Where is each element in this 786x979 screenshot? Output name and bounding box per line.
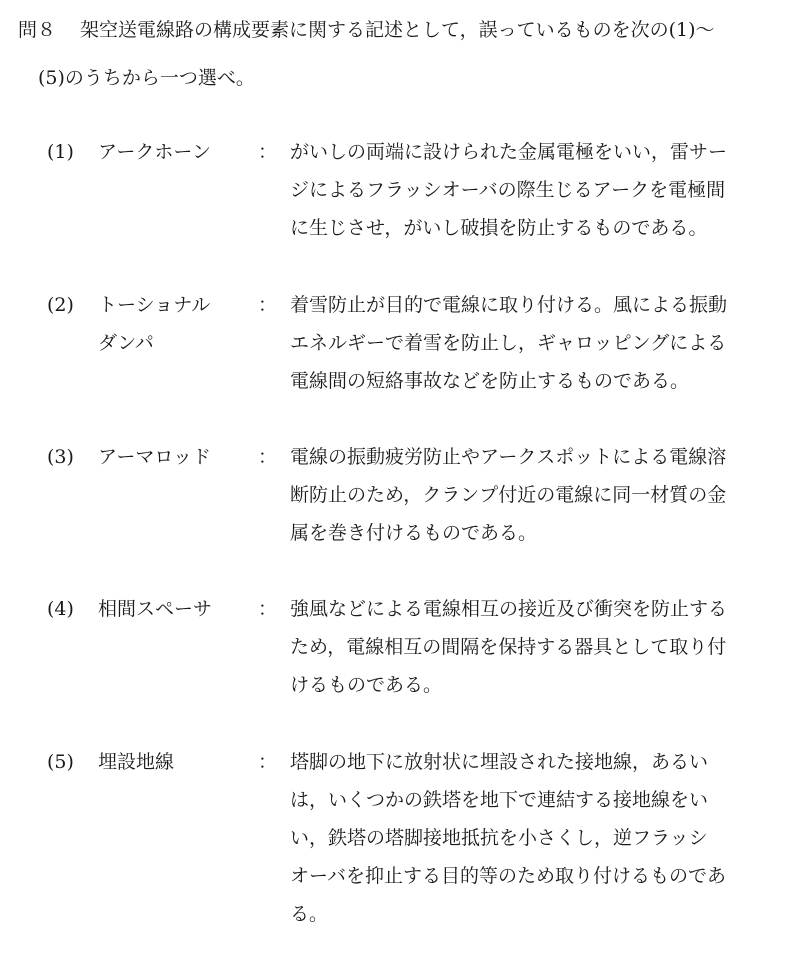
choice-term-line: アークホーン [98,141,212,163]
choice-term [98,590,248,628]
choice-term [98,438,248,476]
choice-description-line: けるものである。 [290,674,443,696]
choice-number: (3) [47,446,74,468]
choice-term-line: 相間スペーサ [98,598,213,620]
choice-colon: ： [258,751,278,773]
choice-number: (4) [47,598,74,620]
choice-description [290,590,760,704]
question-line-1 [18,14,715,46]
choice-number: (2) [47,294,74,316]
choice-description-line: い，鉄塔の塔脚接地抵抗を小さくし，逆フラッシ [290,827,708,849]
choice-description-line: オーバを抑止する目的等のため取り付けるものであ [290,865,727,887]
choice-term-line: 埋設地線 [98,751,175,773]
choice-description-line: る。 [290,903,329,925]
choice-term [98,743,248,781]
choice-description [290,133,760,247]
choice-term [98,286,248,362]
choice-number: (5) [47,751,74,773]
choice-colon: ： [258,141,278,163]
choice-term-line: トーショナル [98,294,211,316]
choice-description-line: ジによるフラッシオーバの際生じるアークを電極間 [290,179,726,201]
question-number: 問８ [18,19,57,41]
choice-description-line: 塔脚の地下に放射状に埋設された接地線，あるい [290,751,709,773]
choice-description-line: 断防止のため，クランプ付近の電線に同一材質の金 [290,484,727,506]
choice-description-line: エネルギーで着雪を防止し，ギャロッピングによる [290,332,727,354]
choice-description-line: 強風などによる電線相互の接近及び衝突を防止する [290,598,728,620]
choice-term [98,133,248,171]
choice-term-line: アーマロッド [98,446,212,468]
choice-term-line: ダンパ [98,332,154,354]
choice-description-line: ため，電線相互の間隔を保持する器具として取り付 [290,636,727,658]
choice-description-line: がいしの両端に設けられた金属電極をいい，雷サー [290,141,728,163]
choice-description-line: は，いくつかの鉄塔を地下で連結する接地線をい [290,789,709,811]
choice-number: (1) [47,141,74,163]
choice-description [290,438,760,552]
choice-description [290,286,760,400]
choice-colon: ： [258,294,278,316]
choice-description-line: 属を巻き付けるものである。 [290,522,538,544]
choice-description-line: 電線間の短絡事故などを防止するものである。 [290,370,690,392]
choice-description-line: 着雪防止が目的で電線に取り付ける。風による振動 [290,294,728,316]
choice-description-line: 電線の振動疲労防止やアークスポットによる電線溶 [290,446,727,468]
question-text-line-1: 架空送電線路の構成要素に関する記述として，誤っているものを次の(1)～ [80,19,715,41]
choice-description [290,743,760,933]
choice-colon: ： [258,598,278,620]
question-text-line-2: (5)のうちから一つ選べ。 [38,67,255,89]
choice-description-line: に生じさせ，がいし破損を防止するものである。 [290,217,708,239]
choice-colon: ： [258,446,278,468]
